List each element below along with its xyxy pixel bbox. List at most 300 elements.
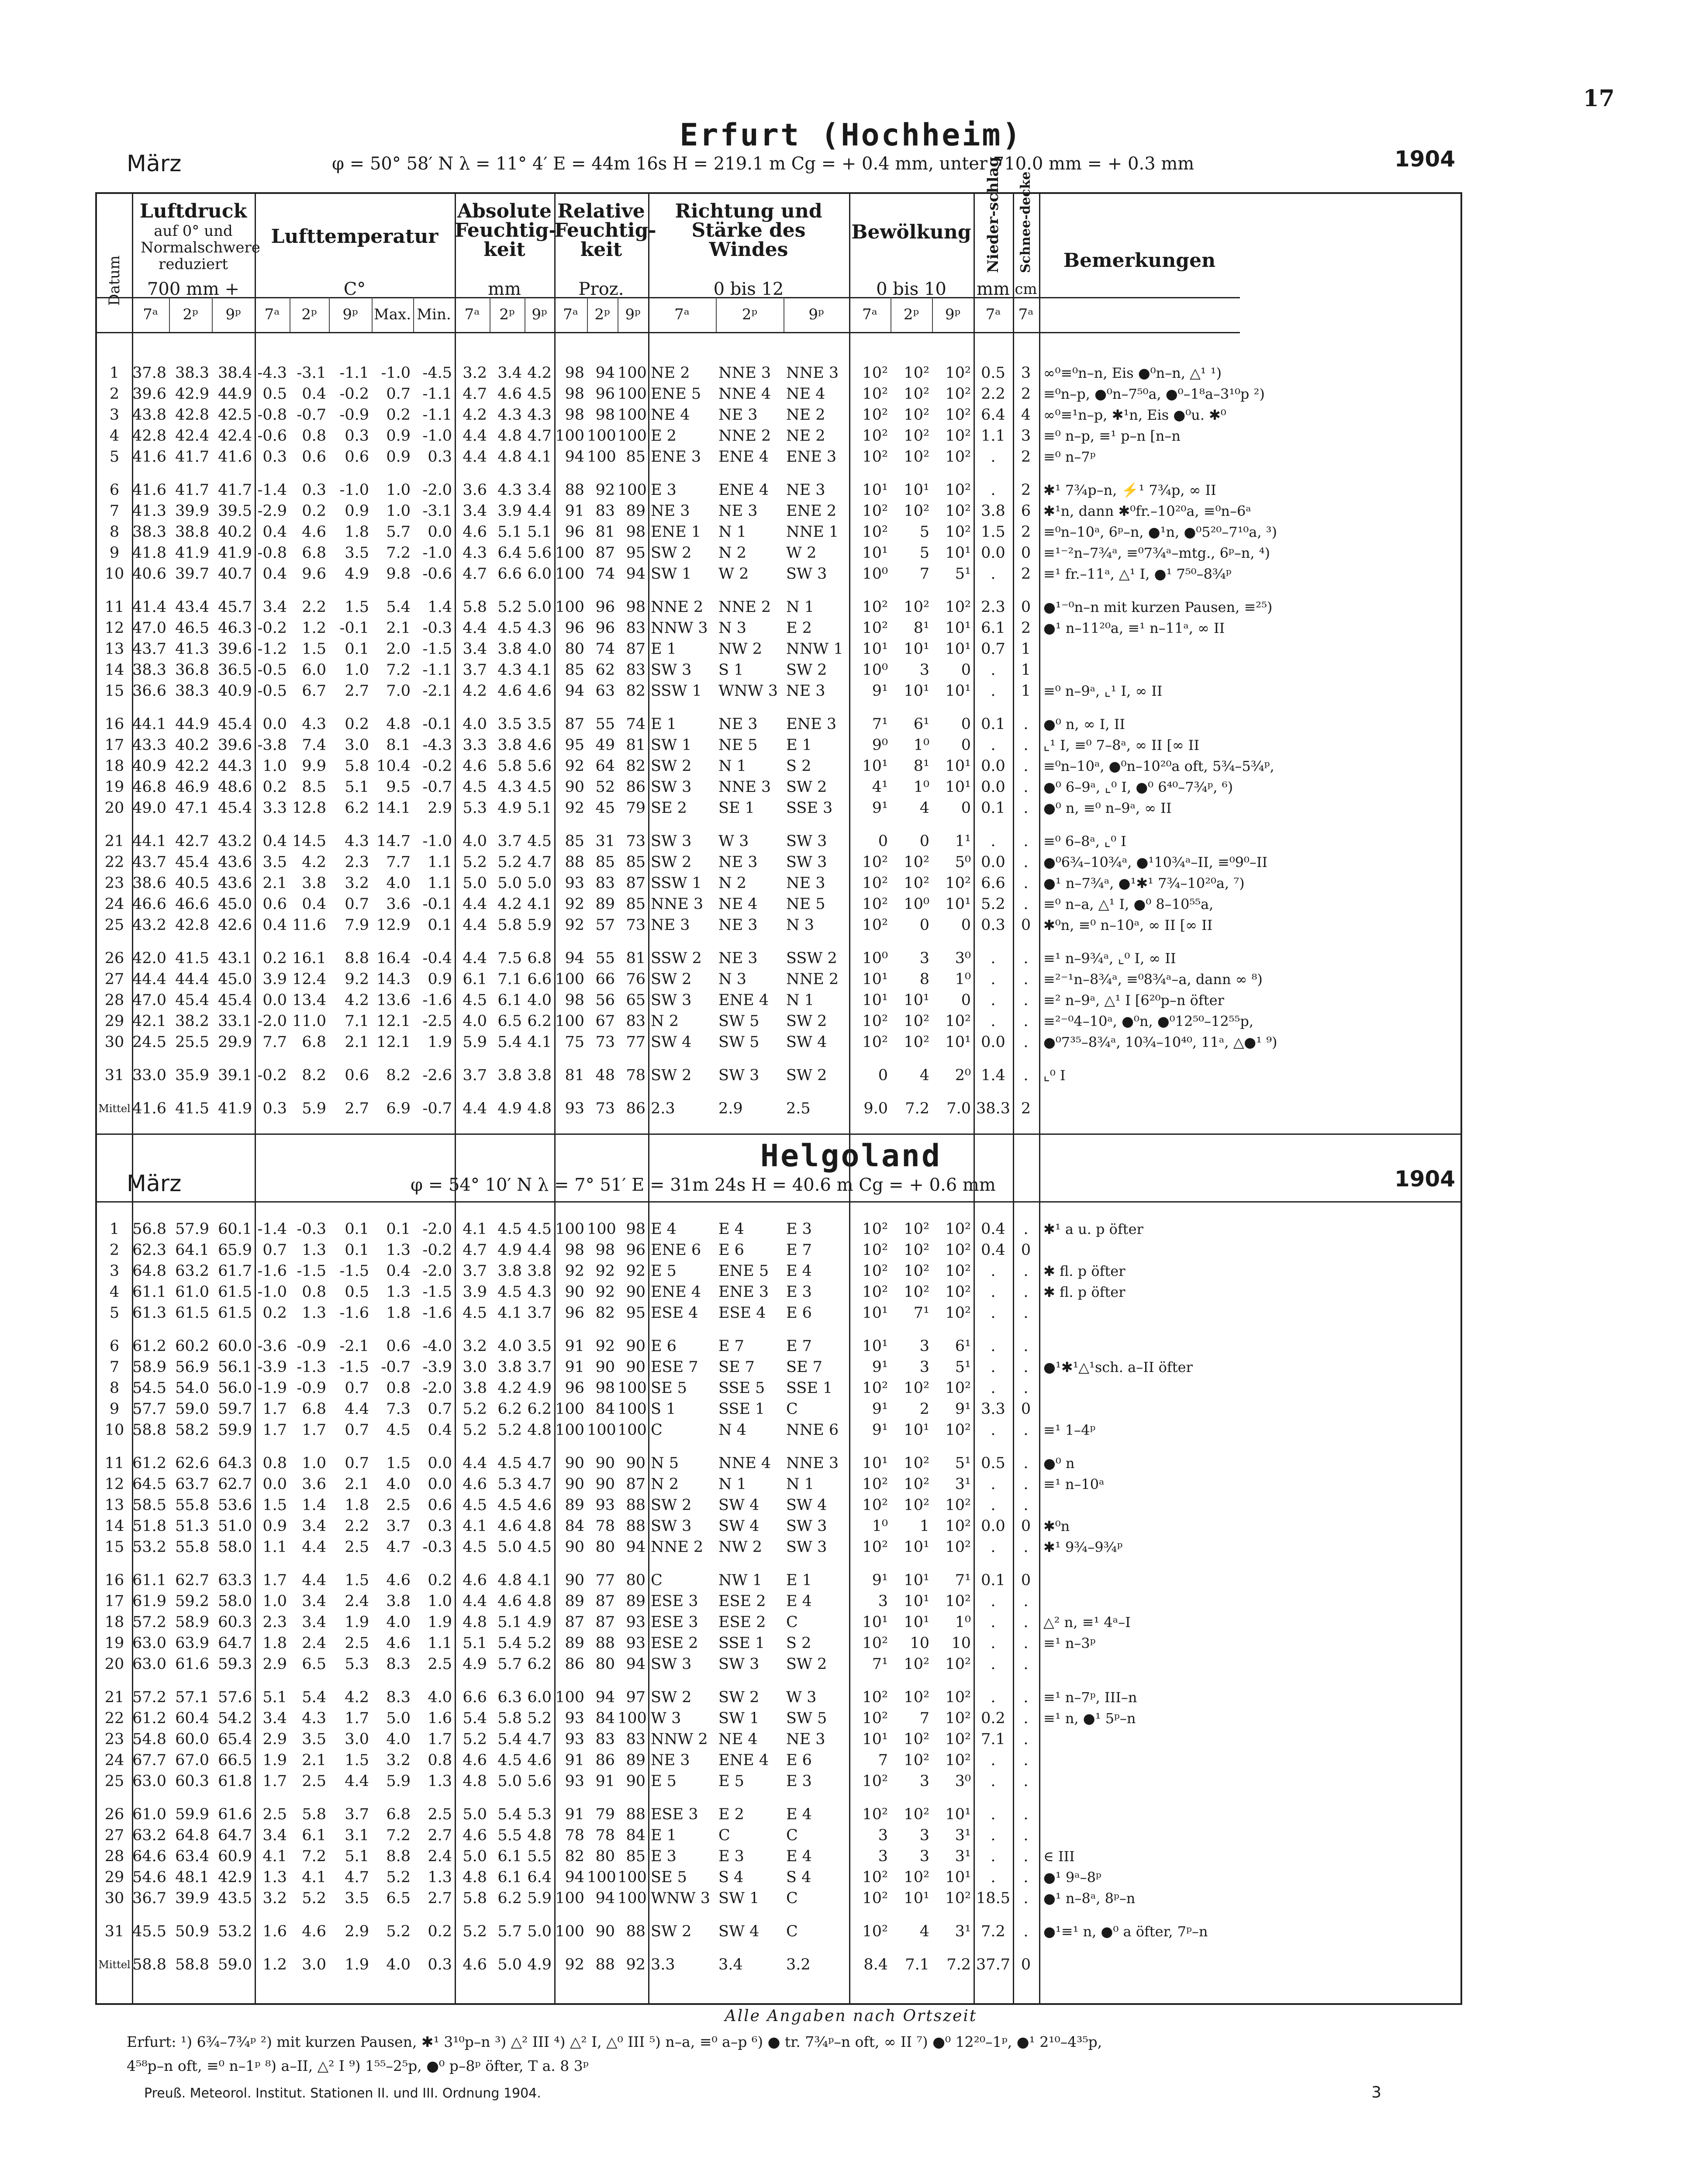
cell-w2: N 2 — [718, 874, 747, 892]
cell-a7: 5.8 — [463, 1890, 487, 1907]
cell-p7: 51.8 — [132, 1517, 166, 1535]
cell-r9: 94 — [626, 1655, 646, 1673]
cell-w2: ESE 2 — [718, 1614, 766, 1631]
cell-r7: 94 — [565, 1869, 584, 1886]
cell-r2: 84 — [595, 1400, 615, 1418]
cell-r2: 96 — [595, 598, 615, 616]
cell-r9: 85 — [626, 895, 646, 913]
cell-r2: 83 — [595, 874, 615, 892]
cell-w2: W 3 — [718, 833, 749, 850]
cell-tmax: 3.8 — [386, 1593, 411, 1610]
table-row — [97, 1570, 1240, 1591]
cell-p9: 36.5 — [218, 661, 252, 679]
cell-w9: SW 3 — [786, 854, 827, 871]
cell-p9: 43.5 — [218, 1890, 252, 1907]
cell-t2: 11.6 — [292, 916, 326, 934]
cell-schnee: 2 — [1021, 481, 1031, 499]
cell-w2: N 1 — [718, 523, 747, 541]
cell-w7: NE 3 — [651, 1752, 690, 1769]
cell-w9: NNE 1 — [786, 523, 839, 541]
cell-schnee: . — [1023, 1869, 1029, 1886]
cell-tmax: 8.1 — [386, 736, 411, 754]
cell-datum: 20 — [104, 1655, 124, 1673]
cell-p7: 64.6 — [132, 1848, 166, 1865]
cell-datum: 14 — [104, 1517, 124, 1535]
cell-a7: 6.6 — [463, 1689, 487, 1706]
cell-nieder: . — [991, 1773, 996, 1790]
table-row — [97, 1474, 1240, 1495]
cell-b9: 10² — [945, 874, 971, 892]
cell-t9: 0.1 — [345, 1241, 369, 1259]
cell-schnee: . — [1023, 799, 1029, 817]
cell-a2: 5.1 — [497, 523, 522, 541]
cell-b9: 10 — [951, 1635, 971, 1652]
cell-a9: 4.1 — [527, 661, 552, 679]
cell-bem: ≡¹ n–7ᵖ, III–n — [1043, 1689, 1137, 1706]
cell-nieder: 0.0 — [981, 778, 1005, 796]
cell-a2: 4.2 — [497, 895, 522, 913]
cell-a7: 5.2 — [463, 1400, 487, 1418]
cell-p7: 39.6 — [132, 385, 166, 403]
cell-r9: 88 — [626, 1806, 646, 1823]
obs-time-label: 2ᵖ — [301, 306, 317, 323]
cell-a9: 5.1 — [527, 523, 552, 541]
cell-w7: SW 2 — [651, 1067, 692, 1084]
cell-p2: 51.3 — [175, 1517, 209, 1535]
cell-a2: 3.8 — [497, 736, 522, 754]
cell-p7: 62.3 — [132, 1241, 166, 1259]
cell-tmin: -0.1 — [422, 895, 452, 913]
cell-schnee: 0 — [1021, 1956, 1031, 1973]
cell-tmax: 7.2 — [386, 1827, 411, 1844]
cell-p2: 61.0 — [175, 1283, 209, 1301]
cell-t2: -3.1 — [297, 364, 326, 382]
cell-nieder: 6.6 — [981, 874, 1005, 892]
table-row — [97, 798, 1240, 819]
cell-tmax: 6.5 — [386, 1890, 411, 1907]
cell-w9: SW 3 — [786, 565, 827, 583]
cell-r2: 92 — [595, 1283, 615, 1301]
cell-p7: 58.8 — [132, 1421, 166, 1439]
cell-w7: E 1 — [651, 715, 677, 733]
cell-bem: ●⁰6¾–10¾ᵃ, ●¹10¾ᵃ–II, ≡⁰9⁰–II — [1043, 854, 1268, 871]
cell-bem — [1039, 660, 1240, 681]
cell-w7: SW 3 — [651, 778, 692, 796]
cell-schnee: 1 — [1021, 682, 1031, 700]
cell-b2: 2 — [919, 1400, 929, 1418]
cell-r7: 90 — [565, 1538, 584, 1556]
cell-datum: 9 — [109, 544, 120, 562]
cell-t9: -1.5 — [339, 1262, 369, 1280]
cell-a9: 3.8 — [527, 1262, 552, 1280]
cell-schnee: . — [1023, 736, 1029, 754]
cell-b7: 10⁰ — [862, 950, 888, 967]
table-row — [97, 1240, 1240, 1261]
cell-t9: 4.7 — [345, 1869, 369, 1886]
abs-header: Absolute Feuchtig-keit — [455, 200, 557, 261]
cell-w2: NNE 2 — [718, 598, 771, 616]
cell-p2: 38.2 — [175, 1013, 209, 1030]
cell-schnee: . — [1023, 1476, 1029, 1493]
cell-w7: ENE 3 — [651, 448, 701, 466]
row-spacer — [97, 936, 1240, 948]
cell-p2: 44.4 — [175, 971, 209, 988]
cell-r7: 91 — [565, 1358, 584, 1376]
cell-a9: 4.0 — [527, 992, 552, 1009]
cell-t7: -0.5 — [257, 661, 287, 679]
cell-w7: ESE 4 — [651, 1304, 698, 1322]
cell-b7: 10² — [862, 406, 888, 424]
cell-w2: SW 4 — [718, 1923, 760, 1940]
cell-t9: 1.8 — [345, 1496, 369, 1514]
cell-a2: 4.8 — [497, 448, 522, 466]
cell-a7: 4.6 — [463, 1752, 487, 1769]
cell-schnee: . — [1023, 1220, 1029, 1238]
cell-p7: 61.1 — [132, 1283, 166, 1301]
cell-bem: ✱¹ 7¾p–n, ⚡¹ 7¾p, ∞ II — [1043, 482, 1216, 498]
cell-r7: 100 — [555, 1421, 584, 1439]
cell-t9: 0.7 — [345, 895, 369, 913]
row-spacer — [97, 702, 1240, 714]
cell-r9: 83 — [626, 1731, 646, 1748]
cell-bem: ≡⁰ n–p, ≡¹ p–n [n–n — [1043, 428, 1181, 444]
cell-datum: 24 — [104, 895, 124, 913]
cell-r2: 100 — [587, 1869, 616, 1886]
cell-t7: -1.2 — [257, 640, 287, 658]
cell-t2: 7.4 — [302, 736, 326, 754]
cell-p2: 62.6 — [175, 1455, 209, 1472]
cell-nieder: 6.4 — [981, 406, 1005, 424]
cell-w9: E 3 — [786, 1283, 812, 1301]
cell-w2: E 3 — [718, 1848, 744, 1865]
table-row — [97, 1612, 1240, 1633]
cell-r2: 92 — [595, 481, 615, 499]
cell-p9: 43.6 — [218, 854, 252, 871]
obs-time-label: 7ᵃ — [143, 306, 158, 323]
cell-p2: 57.9 — [175, 1220, 209, 1238]
table-row — [97, 1687, 1240, 1708]
cell-a2: 6.2 — [497, 1400, 522, 1418]
obs-time-label: 9ᵖ — [945, 306, 961, 323]
cell-r2: 87 — [595, 1593, 615, 1610]
cell-r9: 92 — [626, 1956, 646, 1973]
cell-bem — [1039, 1804, 1240, 1825]
cell-r9: 82 — [626, 682, 646, 700]
cell-t9: 5.3 — [345, 1655, 369, 1673]
cell-tmin: 0.2 — [428, 1572, 452, 1589]
cell-t9: 0.1 — [345, 1220, 369, 1238]
row-spacer-cell — [97, 1324, 1240, 1336]
footnotes-line-2: 4⁵⁸p–n oft, ≡⁰ n–1ᵖ ⁸) a–II, △² I ⁹) 1⁵⁵–2⁵p, ●⁰ p–8ᵖ öfter, T a. 8 3ᵖ — [127, 2057, 589, 2074]
cell-tmax: 0.9 — [386, 448, 411, 466]
cell-p9: 64.3 — [218, 1455, 252, 1472]
bem-header: Bemerkungen — [1063, 249, 1216, 272]
cell-w9: S 2 — [786, 757, 811, 775]
cell-r9: 73 — [626, 833, 646, 850]
table-row — [97, 1633, 1240, 1654]
cell-w9: NNW 1 — [786, 640, 843, 658]
obs-time-label: 7ᵃ — [264, 306, 280, 323]
cell-nieder: 0.0 — [981, 757, 1005, 775]
row-spacer-cell — [97, 1053, 1240, 1065]
cell-r9: 100 — [618, 481, 647, 499]
cell-b2: 10¹ — [904, 640, 929, 658]
cell-a9: 6.0 — [527, 1689, 552, 1706]
cell-t9: 4.2 — [345, 992, 369, 1009]
cell-r2: 55 — [595, 950, 615, 967]
cell-w2: E 2 — [718, 1806, 744, 1823]
cell-datum: 5 — [109, 448, 120, 466]
table-row — [97, 1495, 1240, 1516]
cell-r9: 83 — [626, 661, 646, 679]
cell-tmax: 12.9 — [376, 916, 411, 934]
cell-a7: 6.1 — [463, 971, 487, 988]
cell-p9: 56.0 — [218, 1379, 252, 1397]
cell-b2: 10² — [904, 1379, 929, 1397]
cell-w7: C — [651, 1421, 663, 1439]
cell-schnee: 2 — [1021, 1100, 1031, 1117]
cell-t7: 1.7 — [262, 1421, 287, 1439]
cell-p7: 42.8 — [132, 427, 166, 445]
cell-a7: 5.4 — [463, 1710, 487, 1727]
cell-a9: 4.6 — [527, 736, 552, 754]
cell-t7: -0.8 — [257, 406, 287, 424]
cell-p7: 45.5 — [132, 1923, 166, 1940]
cell-w2: N 1 — [718, 757, 747, 775]
cell-r9: 92 — [626, 1262, 646, 1280]
cell-bem: ●¹⁻⁰n–n mit kurzen Pausen, ≡²⁵) — [1043, 599, 1273, 615]
cell-schnee: 0 — [1021, 1400, 1031, 1418]
cell-datum: 23 — [104, 1731, 124, 1748]
cell-p9: 60.1 — [218, 1220, 252, 1238]
cell-w9: S 4 — [786, 1869, 811, 1886]
cell-b7: 3 — [878, 1848, 888, 1865]
row-spacer — [97, 584, 1240, 597]
cell-b7: 10² — [862, 895, 888, 913]
cell-a9: 6.2 — [527, 1013, 552, 1030]
cell-nieder: 0.5 — [981, 364, 1005, 382]
cell-b9: 10² — [945, 406, 971, 424]
cell-b7: 10² — [862, 1890, 888, 1907]
cell-a2: 5.0 — [497, 1773, 522, 1790]
cell-p9: 58.0 — [218, 1593, 252, 1610]
cell-tmax: 5.4 — [386, 598, 411, 616]
cell-t7: -1.4 — [257, 481, 287, 499]
cell-t9: -0.9 — [339, 406, 369, 424]
datum-header: Datum — [106, 255, 123, 306]
cell-t7: 0.4 — [262, 523, 287, 541]
table-row — [97, 1219, 1240, 1240]
cell-p9: 48.6 — [218, 778, 252, 796]
cell-r9: 85 — [626, 1848, 646, 1865]
cell-w2: NNE 3 — [718, 364, 771, 382]
cell-w9: ENE 2 — [786, 502, 837, 520]
cell-r7: 94 — [565, 950, 584, 967]
cell-b7: 0 — [878, 1067, 888, 1084]
cell-r9: 83 — [626, 1013, 646, 1030]
cell-w7: E 3 — [651, 481, 677, 499]
cell-t2: 0.6 — [302, 448, 326, 466]
cell-r9: 77 — [626, 1033, 646, 1051]
cell-w2: NE 3 — [718, 715, 758, 733]
cell-a9: 3.5 — [527, 1337, 552, 1355]
cell-a7: 4.0 — [463, 715, 487, 733]
row-spacer — [97, 1675, 1240, 1687]
cell-nieder: 0.4 — [981, 1220, 1005, 1238]
row-spacer — [97, 1792, 1240, 1804]
cell-w2: NNE 4 — [718, 1455, 771, 1472]
cell-bem: ●¹ n–11²⁰a, ≡¹ n–11ᵃ, ∞ II — [1043, 620, 1225, 636]
cell-nieder: . — [991, 1337, 996, 1355]
cell-b7: 10² — [862, 1262, 888, 1280]
cell-p2: 64.1 — [175, 1241, 209, 1259]
cell-schnee: 0 — [1021, 1241, 1031, 1259]
cell-b9: 10² — [945, 1304, 971, 1322]
cell-w9: W 3 — [786, 1689, 817, 1706]
cell-bem — [1039, 639, 1240, 660]
cell-tmin: 0.3 — [428, 1956, 452, 1973]
cell-t2: 6.0 — [302, 661, 326, 679]
cell-w2: SW 3 — [718, 1655, 760, 1673]
cell-t7: -0.2 — [257, 1067, 287, 1084]
cell-b2: 10² — [904, 364, 929, 382]
cell-w2: ENE 3 — [718, 1283, 769, 1301]
cell-w9: C — [786, 1923, 798, 1940]
cell-t9: -2.1 — [339, 1337, 369, 1355]
cell-p9: 45.7 — [218, 598, 252, 616]
cell-tmin: 4.0 — [428, 1689, 452, 1706]
niederschlag-header: Nieder-schlag — [984, 156, 1002, 273]
cell-t9: 2.7 — [345, 682, 369, 700]
cell-b7: 10² — [862, 1635, 888, 1652]
cell-b9: 10² — [945, 1752, 971, 1769]
cell-datum: Mittel — [98, 1959, 131, 1971]
cell-t9: 1.9 — [345, 1956, 369, 1973]
cell-p2: 41.5 — [175, 950, 209, 967]
cell-b9: 10² — [945, 1496, 971, 1514]
cell-b2: 10² — [904, 1013, 929, 1030]
cell-p7: 46.8 — [132, 778, 166, 796]
cell-p7: 64.8 — [132, 1262, 166, 1280]
cell-b9: 10² — [945, 1241, 971, 1259]
cell-w7: E 4 — [651, 1220, 677, 1238]
cell-t2: -1.3 — [297, 1358, 326, 1376]
cell-t2: 2.2 — [302, 598, 326, 616]
cell-t9: 2.7 — [345, 1100, 369, 1117]
cell-p2: 42.7 — [175, 833, 209, 850]
cell-tmax: 3.6 — [386, 895, 411, 913]
cell-schnee: 6 — [1021, 502, 1031, 520]
cell-a9: 4.4 — [527, 502, 552, 520]
cell-w9: C — [786, 1890, 798, 1907]
cell-p9: 61.5 — [218, 1283, 252, 1301]
cell-p2: 38.3 — [175, 364, 209, 382]
cell-a9: 4.4 — [527, 1241, 552, 1259]
cell-p2: 63.4 — [175, 1848, 209, 1865]
cell-nieder: 38.3 — [976, 1100, 1010, 1117]
cell-datum: 10 — [104, 1421, 124, 1439]
cell-t9: 4.4 — [345, 1773, 369, 1790]
table-row — [97, 777, 1240, 798]
cell-p7: 61.3 — [132, 1304, 166, 1322]
cell-p9: 59.9 — [218, 1421, 252, 1439]
cell-datum: 11 — [104, 598, 124, 616]
cell-datum: 8 — [109, 523, 120, 541]
cell-r9: 98 — [626, 1220, 646, 1238]
table-row — [97, 1399, 1240, 1420]
cell-tmax: 4.5 — [386, 1421, 411, 1439]
cell-w2: E 6 — [718, 1241, 744, 1259]
cell-p2: 25.5 — [175, 1033, 209, 1051]
cell-b7: 10² — [862, 1241, 888, 1259]
cell-b9: 10² — [945, 502, 971, 520]
cell-b7: 10² — [862, 1496, 888, 1514]
coords-helgoland: φ = 54° 10′ N λ = 7° 51′ E = 31m 24s H = 40.6 m Cg = + 0.6 mm — [411, 1175, 996, 1195]
cell-a7: 4.6 — [463, 523, 487, 541]
cell-r7: 86 — [565, 1655, 584, 1673]
cell-bem: ✱⁰n — [1043, 1518, 1070, 1534]
cell-t2: 0.3 — [302, 481, 326, 499]
cell-tmax: 5.9 — [386, 1773, 411, 1790]
cell-b9: 10¹ — [945, 1806, 971, 1823]
cell-a2: 6.6 — [497, 565, 522, 583]
cell-r9: 98 — [626, 523, 646, 541]
cell-r7: 91 — [565, 1337, 584, 1355]
cell-b2: 3 — [919, 1827, 929, 1844]
cell-r9: 100 — [618, 1379, 647, 1397]
cell-r7: 88 — [565, 481, 584, 499]
cell-a9: 6.2 — [527, 1655, 552, 1673]
cell-a7: 3.7 — [463, 661, 487, 679]
cell-r9: 78 — [626, 1067, 646, 1084]
cell-a2: 4.9 — [497, 799, 522, 817]
cell-schnee: . — [1023, 1358, 1029, 1376]
cell-a2: 6.4 — [497, 544, 522, 562]
cell-nieder: . — [991, 1689, 996, 1706]
table-row — [97, 1729, 1240, 1750]
cell-schnee: . — [1023, 874, 1029, 892]
cell-b9: 10¹ — [945, 619, 971, 637]
cell-a9: 3.8 — [527, 1067, 552, 1084]
cell-t2: 7.2 — [302, 1848, 326, 1865]
header-line-bottom — [97, 332, 1240, 333]
cell-p7: 54.6 — [132, 1869, 166, 1886]
cell-r2: 82 — [595, 1304, 615, 1322]
cell-p2: 46.6 — [175, 895, 209, 913]
cell-t2: 11.0 — [292, 1013, 326, 1030]
cell-t9: 2.1 — [345, 1033, 369, 1051]
cell-r9: 98 — [626, 598, 646, 616]
cell-r7: 98 — [565, 1241, 584, 1259]
column-divider — [1013, 192, 1014, 2005]
cell-b2: 3 — [919, 1358, 929, 1376]
cell-p2: 60.2 — [175, 1337, 209, 1355]
cell-w2: N 3 — [718, 971, 747, 988]
cell-b9: 0 — [961, 736, 971, 754]
cell-bem: ●⁰ n, ≡⁰ n–9ᵃ, ∞ II — [1043, 800, 1172, 816]
cell-r7: 100 — [555, 1890, 584, 1907]
cell-b7: 10¹ — [862, 1455, 888, 1472]
cell-p7: 61.2 — [132, 1337, 166, 1355]
cell-t7: 1.0 — [262, 1593, 287, 1610]
cell-r9: 89 — [626, 502, 646, 520]
cell-bem: ✱¹n, dann ✱⁰fr.–10²⁰a, ≡⁰n–6ᵃ — [1043, 503, 1251, 519]
cell-b9: 5¹ — [955, 1455, 971, 1472]
cell-w7: NNW 3 — [651, 619, 708, 637]
cell-bem: ●¹✱¹△¹sch. a–II öfter — [1043, 1359, 1193, 1375]
cell-p2: 60.3 — [175, 1773, 209, 1790]
cell-p2: 62.7 — [175, 1572, 209, 1589]
